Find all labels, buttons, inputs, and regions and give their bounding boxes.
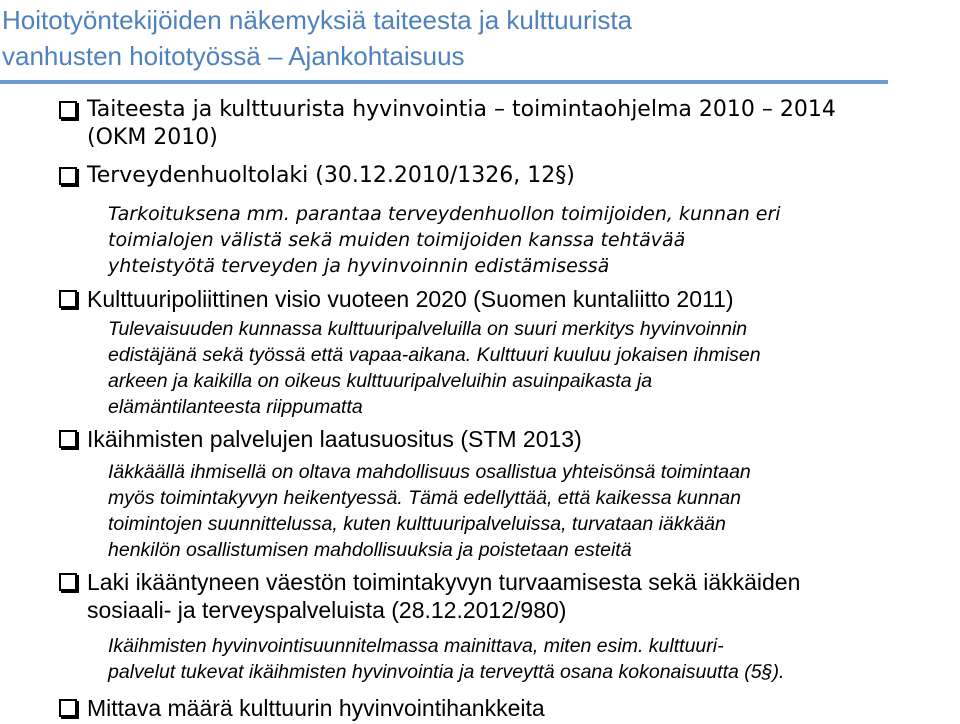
note-health-care-act	[108, 201, 958, 279]
bullet-culture-programme	[59, 96, 949, 152]
title-line-1: Hoitotyöntekijöiden näkemyksiä taiteesta ja kulttuurista	[2, 5, 633, 35]
bullet-heading: Taiteesta ja kulttuurista hyvinvointia – toimintaohjelma 2010 – 2014	[87, 97, 836, 122]
title-line-2: vanhusten hoitotyössä – Ajankohtaisuus	[2, 41, 465, 71]
note-line: henkilön osallistumisen mahdollisuuksia ja poistetaan esteitä	[108, 539, 632, 561]
checkbox-icon	[59, 573, 77, 591]
bullet-heading-cont: sosiaali- ja terveyspalveluista (28.12.2012/980)	[87, 597, 567, 623]
note-line: toimialojen välistä sekä muiden toimijoiden kanssa tehtävää	[108, 229, 686, 251]
note-line: myös toimintakyvyn heikentyessä. Tämä edellyttää, että kaikessa kunnan	[108, 487, 741, 509]
bullet-heading: Ikäihmisten palvelujen laatusuositus (STM 2013)	[87, 426, 582, 452]
title-underline	[0, 80, 888, 84]
bullet-wellbeing-projects	[59, 694, 949, 722]
note-line: Iäkkäällä ihmisellä on oltava mahdollisuus osallistua yhteisönsä toimintaan	[108, 461, 751, 483]
bullet-heading-cont: (OKM 2010)	[87, 125, 218, 150]
bullet-heading: Kulttuuripoliittinen visio vuoteen 2020 (Suomen kuntaliitto 2011)	[87, 286, 734, 312]
checkbox-icon	[59, 167, 77, 185]
note-line: toimintojen suunnittelussa, kuten kulttuuripalveluissa, turvataan iäkkään	[108, 513, 726, 535]
bullet-health-care-act	[59, 162, 949, 190]
bullet-quality-recommendation	[59, 425, 949, 453]
note-line: Ikäihmisten hyvinvointisuunnitelmassa mainittava, miten esim. kulttuuri-	[108, 635, 724, 657]
note-line: edistäjänä sekä työssä että vapaa-aikana. Kulttuuri kuuluu jokaisen ihmisen	[108, 344, 761, 366]
bullet-cultural-vision	[59, 285, 949, 313]
note-line: yhteistyötä terveyden ja hyvinvoinnin edistämisessä	[108, 255, 610, 277]
note-line: elämäntilanteesta riippumatta	[108, 396, 363, 418]
bullet-heading: Terveydenhuoltolaki (30.12.2010/1326, 12§)	[87, 163, 575, 188]
note-cultural-vision	[108, 316, 958, 420]
bullet-elderly-services-act	[59, 568, 949, 624]
bullet-heading: Laki ikääntyneen väestön toimintakyvyn turvaamisesta sekä iäkkäiden	[87, 569, 801, 595]
note-elderly-services-act	[108, 633, 958, 685]
note-line: Tarkoituksena mm. parantaa terveydenhuollon toimijoiden, kunnan eri	[108, 203, 781, 225]
note-line: Tulevaisuuden kunnassa kulttuuripalveluilla on suuri merkitys hyvinvoinnin	[108, 318, 748, 340]
slide-title	[2, 2, 942, 74]
checkbox-icon	[59, 290, 77, 308]
note-line: arkeen ja kaikilla on oikeus kulttuuripalveluihin asuinpaikasta ja	[108, 370, 653, 392]
bullet-heading: Mittava määrä kulttuurin hyvinvointihankkeita	[87, 695, 545, 721]
checkbox-icon	[59, 699, 77, 717]
note-quality-recommendation	[108, 459, 958, 563]
note-line: palvelut tukevat ikäihmisten hyvinvointia ja terveyttä osana kokonaisuutta (5§).	[108, 661, 785, 683]
checkbox-icon	[59, 101, 77, 119]
checkbox-icon	[59, 430, 77, 448]
